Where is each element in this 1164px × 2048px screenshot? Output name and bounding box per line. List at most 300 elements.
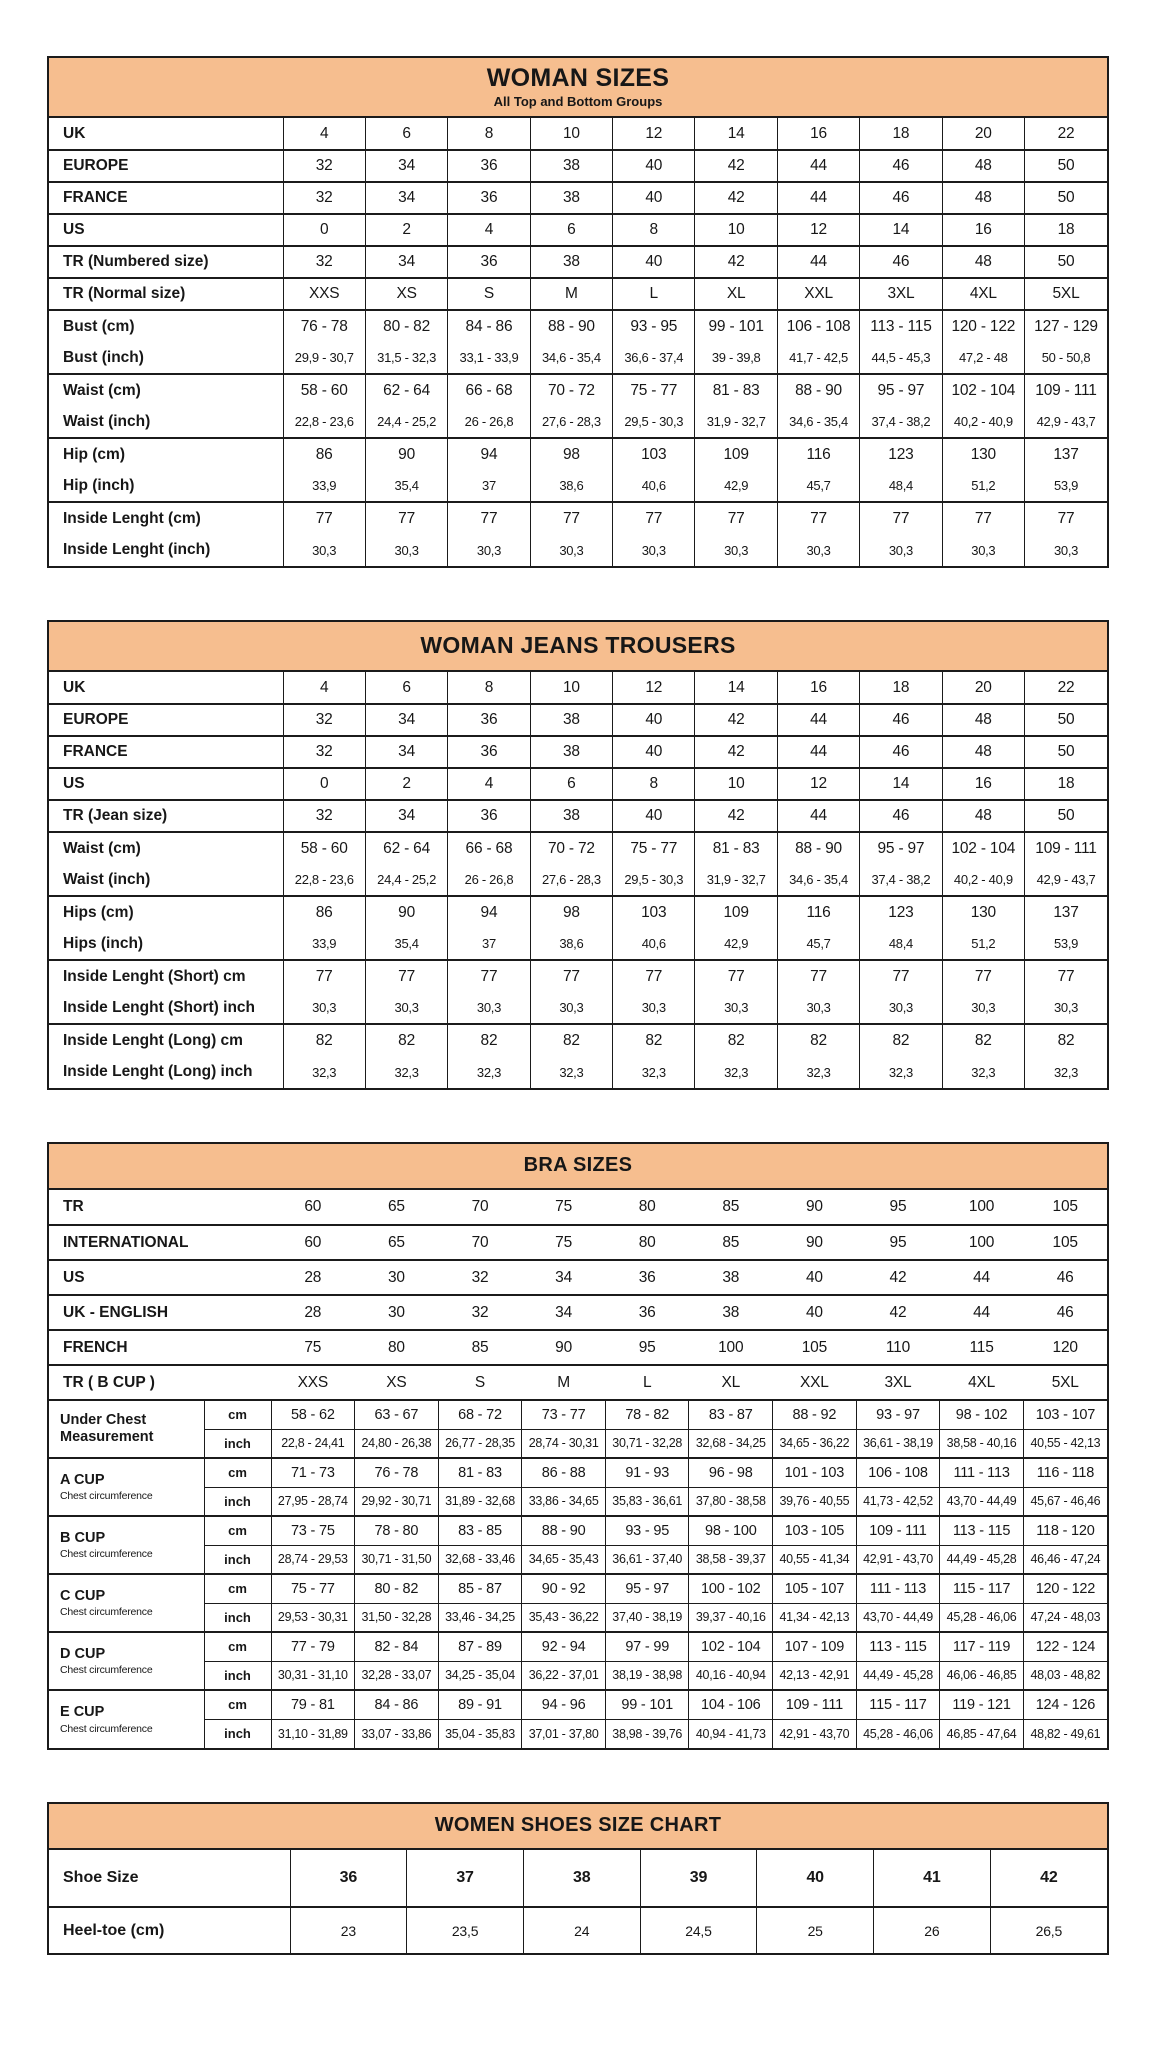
unit-label: inch <box>204 1545 271 1574</box>
woman-sizes-section <box>47 56 1109 568</box>
size-cell: 32,68 - 34,25 <box>689 1429 773 1458</box>
size-cell: 103 <box>613 896 695 928</box>
size-cell: 88 - 92 <box>773 1400 857 1429</box>
table-row <box>49 1024 1107 1056</box>
size-cell: L <box>613 278 695 310</box>
size-cell: 98 - 102 <box>940 1400 1024 1429</box>
size-cell: 90 - 92 <box>522 1574 606 1603</box>
table-row <box>49 310 1107 342</box>
size-cell: 82 <box>695 1024 777 1056</box>
row-label: Inside Lenght (inch) <box>63 541 211 558</box>
size-cell: M <box>557 1373 570 1391</box>
size-cell: 42 <box>990 1850 1107 1907</box>
size-cell: 35,04 - 35,83 <box>438 1719 522 1748</box>
size-cell: 36,61 - 37,40 <box>605 1545 689 1574</box>
size-cell: 29,5 - 30,3 <box>613 864 695 896</box>
size-cell: 30,3 <box>283 534 365 566</box>
row-label: Heel-toe (cm) <box>63 1921 165 1939</box>
size-cell: 103 - 107 <box>1023 1400 1107 1429</box>
size-cell: 45,67 - 46,46 <box>1023 1487 1107 1516</box>
size-cell: 30,3 <box>1025 992 1107 1024</box>
table-row <box>49 278 1107 310</box>
size-cell: 39 <box>640 1850 757 1907</box>
size-cell: 30,3 <box>530 534 612 566</box>
size-cell: 77 <box>613 502 695 534</box>
size-cell: 38,98 - 39,76 <box>605 1719 689 1748</box>
row-group-label: B CUP Chest circumference <box>60 1529 153 1561</box>
size-cell: 73 - 75 <box>271 1516 355 1545</box>
table-row <box>49 534 1107 566</box>
size-cell: 46 <box>860 800 942 832</box>
size-cell: 10 <box>695 768 777 800</box>
size-cell: 107 - 109 <box>773 1632 857 1661</box>
size-cell: 16 <box>777 118 859 150</box>
size-cell: 32 <box>471 1268 489 1286</box>
size-cell: 37,80 - 38,58 <box>689 1487 773 1516</box>
size-cell: 30,3 <box>695 534 777 566</box>
size-cell: 111 - 113 <box>856 1574 940 1603</box>
size-cell: 76 - 78 <box>355 1458 439 1487</box>
row-label: UK - ENGLISH <box>63 1303 169 1321</box>
size-cell: 38 <box>530 150 612 182</box>
unit-label: cm <box>204 1516 271 1545</box>
size-cell: 77 <box>942 502 1024 534</box>
row-label: Inside Lenght (cm) <box>63 509 201 527</box>
size-cell: 122 - 124 <box>1023 1632 1107 1661</box>
size-cell: 16 <box>942 214 1024 246</box>
unit-label: inch <box>204 1719 271 1748</box>
table-row <box>49 1429 1107 1458</box>
size-cell: 98 <box>530 896 612 928</box>
size-cell: 75 <box>555 1198 573 1215</box>
size-cell: 30,3 <box>530 992 612 1024</box>
size-cell: 75 - 77 <box>271 1574 355 1603</box>
size-cell: 28 <box>304 1303 322 1321</box>
size-cell: 70 - 72 <box>530 832 612 864</box>
size-cell: 8 <box>448 672 530 704</box>
size-cell: XS <box>365 278 447 310</box>
size-cell: 4 <box>283 118 365 150</box>
size-cell: 4 <box>283 672 365 704</box>
size-cell: 34 <box>555 1303 573 1321</box>
size-cell: 80 <box>638 1198 656 1215</box>
size-cell: 22,8 - 24,41 <box>271 1429 355 1458</box>
size-cell: 18 <box>860 672 942 704</box>
size-cell: 44,5 - 45,3 <box>860 342 942 374</box>
size-cell: 102 - 104 <box>689 1632 773 1661</box>
size-cell: 37 <box>448 928 530 960</box>
size-cell: 83 - 87 <box>689 1400 773 1429</box>
size-cell: 90 <box>555 1338 573 1356</box>
table-row <box>49 1632 1107 1661</box>
size-cell: 30,3 <box>365 992 447 1024</box>
size-cell: 77 <box>530 502 612 534</box>
size-cell: 82 <box>365 1024 447 1056</box>
size-cell: 85 - 87 <box>438 1574 522 1603</box>
size-cell: 115 - 117 <box>940 1574 1024 1603</box>
size-cell: 60 <box>304 1198 322 1215</box>
size-cell: 36 <box>448 736 530 768</box>
table-row <box>49 992 1107 1024</box>
size-cell: 118 - 120 <box>1023 1516 1107 1545</box>
size-cell: 115 <box>969 1338 994 1356</box>
size-cell: 5XL <box>1051 1373 1079 1391</box>
size-cell: 4XL <box>942 278 1024 310</box>
size-cell: 46 <box>860 246 942 278</box>
size-cell: 120 - 122 <box>942 310 1024 342</box>
size-cell: 44 <box>777 704 859 736</box>
size-cell: 35,83 - 36,61 <box>605 1487 689 1516</box>
size-cell: 82 <box>613 1024 695 1056</box>
size-cell: 34,25 - 35,04 <box>438 1661 522 1690</box>
size-cell: 32,3 <box>942 1056 1024 1088</box>
table-row <box>49 1690 1107 1719</box>
size-cell: 26 - 26,8 <box>448 864 530 896</box>
size-cell: 22,8 - 23,6 <box>283 406 365 438</box>
size-cell: 42,91 - 43,70 <box>856 1545 940 1574</box>
size-cell: 29,5 - 30,3 <box>613 406 695 438</box>
size-cell: 75 <box>304 1338 322 1356</box>
size-cell: 120 - 122 <box>1023 1574 1107 1603</box>
size-cell: 124 - 126 <box>1023 1690 1107 1719</box>
row-label: Hips (cm) <box>63 903 134 921</box>
size-cell: 30,3 <box>448 992 530 1024</box>
size-cell: 102 - 104 <box>942 374 1024 406</box>
size-cell: 77 <box>365 960 447 992</box>
row-label: FRANCE <box>63 189 128 206</box>
size-cell: 113 - 115 <box>940 1516 1024 1545</box>
size-cell: 85 <box>722 1233 740 1251</box>
size-cell: 32,68 - 33,46 <box>438 1545 522 1574</box>
size-cell: 70 <box>471 1233 489 1251</box>
size-cell: 77 <box>530 960 612 992</box>
size-cell: 40 <box>613 150 695 182</box>
size-cell: 24,80 - 26,38 <box>355 1429 439 1458</box>
row-label: Shoe Size <box>63 1869 139 1886</box>
size-cell: 48 <box>942 736 1024 768</box>
size-cell: 2 <box>365 768 447 800</box>
size-cell: 44,49 - 45,28 <box>856 1661 940 1690</box>
size-cell: 116 - 118 <box>1023 1458 1107 1487</box>
size-cell: 38 <box>530 182 612 214</box>
size-cell: 73 - 77 <box>522 1400 606 1429</box>
size-cell: 41,7 - 42,5 <box>777 342 859 374</box>
size-cell: 34,6 - 35,4 <box>777 864 859 896</box>
size-cell: M <box>530 278 612 310</box>
size-cell: 26,5 <box>990 1907 1107 1953</box>
size-cell: 32 <box>283 736 365 768</box>
size-cell: 75 - 77 <box>613 832 695 864</box>
size-cell: 42,13 - 42,91 <box>773 1661 857 1690</box>
bra-sizes-table <box>49 1190 1107 1748</box>
row-label: Waist (cm) <box>63 839 141 857</box>
size-cell: 109 - 111 <box>1025 374 1107 406</box>
size-cell: 109 - 111 <box>1025 832 1107 864</box>
size-cell: 116 <box>777 438 859 470</box>
size-cell: 44 <box>973 1303 990 1321</box>
size-cell: 37,4 - 38,2 <box>860 864 942 896</box>
size-cell: 4 <box>448 768 530 800</box>
size-cell: 81 - 83 <box>695 832 777 864</box>
table-row <box>49 1545 1107 1574</box>
row-label: TR (Jean size) <box>63 807 168 824</box>
size-cell: 50 <box>1025 704 1107 736</box>
size-cell: 42,91 - 43,70 <box>773 1719 857 1748</box>
size-cell: 26 <box>874 1907 991 1953</box>
table-row <box>49 150 1107 182</box>
table-row <box>49 1907 1107 1953</box>
size-cell: 95 - 97 <box>860 374 942 406</box>
size-cell: 32 <box>283 150 365 182</box>
size-cell: 95 <box>889 1233 907 1251</box>
size-cell: 77 <box>777 960 859 992</box>
size-cell: 40 <box>613 182 695 214</box>
size-cell: 77 <box>695 502 777 534</box>
size-cell: 81 - 83 <box>438 1458 522 1487</box>
size-cell: 30,3 <box>613 992 695 1024</box>
size-cell: 116 <box>777 896 859 928</box>
size-cell: 33,9 <box>283 470 365 502</box>
size-cell: 85 <box>471 1338 489 1356</box>
size-cell: 53,9 <box>1025 470 1107 502</box>
size-cell: 40,6 <box>613 470 695 502</box>
size-cell: 82 <box>530 1024 612 1056</box>
size-cell: 42 <box>889 1303 907 1321</box>
size-cell: 39,76 - 40,55 <box>773 1487 857 1516</box>
row-label: Inside Lenght (Long) inch <box>63 1063 253 1080</box>
size-cell: 46 <box>860 704 942 736</box>
size-cell: 45,7 <box>777 928 859 960</box>
size-cell: 77 <box>283 960 365 992</box>
size-cell: 127 - 129 <box>1025 310 1107 342</box>
size-cell: 40 <box>757 1850 874 1907</box>
size-cell: 99 - 101 <box>605 1690 689 1719</box>
unit-label: cm <box>204 1632 271 1661</box>
size-cell: S <box>448 278 530 310</box>
woman-jeans-title: WOMAN JEANS TROUSERS <box>420 632 736 658</box>
size-cell: 40 <box>805 1303 823 1321</box>
size-cell: 48 <box>942 704 1024 736</box>
size-cell: 77 <box>1025 960 1107 992</box>
size-cell: 32,3 <box>283 1056 365 1088</box>
size-cell: 102 - 104 <box>942 832 1024 864</box>
table-row <box>49 1574 1107 1603</box>
size-cell: 137 <box>1025 896 1107 928</box>
size-cell: 95 <box>638 1338 656 1356</box>
size-cell: 39 - 39,8 <box>695 342 777 374</box>
size-cell: 39,37 - 40,16 <box>689 1603 773 1632</box>
size-cell: 40 <box>613 246 695 278</box>
size-cell: 6 <box>365 118 447 150</box>
size-cell: 46 <box>1056 1303 1074 1321</box>
size-cell: 123 <box>860 896 942 928</box>
table-row <box>49 960 1107 992</box>
size-cell: 34 <box>365 182 447 214</box>
unit-label: inch <box>204 1661 271 1690</box>
size-cell: 70 - 72 <box>530 374 612 406</box>
table-row <box>49 214 1107 246</box>
size-cell: 106 - 108 <box>777 310 859 342</box>
size-cell: 37,01 - 37,80 <box>522 1719 606 1748</box>
size-cell: 43,70 - 44,49 <box>940 1487 1024 1516</box>
row-group-label: E CUP Chest circumference <box>60 1704 153 1735</box>
size-cell: 46 <box>1056 1268 1074 1286</box>
row-label: Waist (inch) <box>63 412 151 430</box>
size-cell: 30,3 <box>448 534 530 566</box>
size-cell: 80 <box>638 1233 656 1251</box>
size-cell: 30,71 - 32,28 <box>605 1429 689 1458</box>
table-row <box>49 246 1107 278</box>
row-label: EUROPE <box>63 157 129 174</box>
size-cell: 105 <box>801 1338 827 1356</box>
size-cell: 24,5 <box>640 1907 757 1953</box>
size-cell: 32,3 <box>1025 1056 1107 1088</box>
size-cell: 30,3 <box>942 992 1024 1024</box>
size-cell: 42 <box>695 704 777 736</box>
unit-label: cm <box>204 1400 271 1429</box>
table-row <box>49 800 1107 832</box>
size-cell: 32 <box>283 704 365 736</box>
size-cell: 93 - 95 <box>605 1516 689 1545</box>
size-cell: 32,3 <box>365 1056 447 1088</box>
table-row <box>49 1365 1107 1400</box>
row-label: TR <box>63 1198 84 1215</box>
table-row <box>49 704 1107 736</box>
table-row <box>49 832 1107 864</box>
table-row <box>49 374 1107 406</box>
size-cell: 111 - 113 <box>940 1458 1024 1487</box>
size-cell: 103 - 105 <box>773 1516 857 1545</box>
size-cell: 100 - 102 <box>689 1574 773 1603</box>
size-cell: 93 - 97 <box>856 1400 940 1429</box>
size-cell: 47,2 - 48 <box>942 342 1024 374</box>
size-cell: 38,58 - 40,16 <box>940 1429 1024 1458</box>
size-cell: 44 <box>973 1268 990 1286</box>
size-cell: 42,9 <box>695 928 777 960</box>
size-cell: 38 <box>530 736 612 768</box>
size-cell: 88 - 90 <box>777 832 859 864</box>
size-cell: 29,92 - 30,71 <box>355 1487 439 1516</box>
size-cell: 77 <box>365 502 447 534</box>
size-cell: 50 - 50,8 <box>1025 342 1107 374</box>
size-cell: 45,28 - 46,06 <box>940 1603 1024 1632</box>
size-cell: 32,3 <box>613 1056 695 1088</box>
size-cell: 4XL <box>968 1373 996 1391</box>
size-cell: 95 <box>889 1198 907 1215</box>
size-cell: 38,19 - 38,98 <box>605 1661 689 1690</box>
size-cell: 40,16 - 40,94 <box>689 1661 773 1690</box>
size-cell: 6 <box>530 768 612 800</box>
size-cell: 77 - 79 <box>271 1632 355 1661</box>
table-row <box>49 502 1107 534</box>
size-cell: XXS <box>283 278 365 310</box>
table-row <box>49 182 1107 214</box>
size-cell: 48 <box>942 800 1024 832</box>
bra-sizes-header <box>49 1144 1107 1190</box>
size-cell: 30,3 <box>777 534 859 566</box>
size-cell: 98 <box>530 438 612 470</box>
size-cell: 86 <box>283 896 365 928</box>
row-group-label: A CUP Chest circumference <box>60 1471 153 1503</box>
size-cell: 47,24 - 48,03 <box>1023 1603 1107 1632</box>
size-cell: 66 - 68 <box>448 374 530 406</box>
size-cell: 42 <box>695 150 777 182</box>
size-cell: 105 - 107 <box>773 1574 857 1603</box>
size-cell: 50 <box>1025 182 1107 214</box>
size-cell: 36,6 - 37,4 <box>613 342 695 374</box>
size-cell: 104 - 106 <box>689 1690 773 1719</box>
size-cell: 33,9 <box>283 928 365 960</box>
size-cell: 24,4 - 25,2 <box>365 406 447 438</box>
size-cell: 50 <box>1025 150 1107 182</box>
row-label: Hip (inch) <box>63 476 135 494</box>
table-row <box>49 118 1107 150</box>
table-row <box>49 1516 1107 1545</box>
woman-sizes-table <box>49 118 1107 566</box>
size-cell: 82 <box>448 1024 530 1056</box>
size-cell: 25 <box>757 1907 874 1953</box>
size-cell: 14 <box>860 768 942 800</box>
women-shoes-title: WOMEN SHOES SIZE CHART <box>434 1814 722 1836</box>
size-cell: 30,3 <box>1025 534 1107 566</box>
size-cell: 32,3 <box>695 1056 777 1088</box>
size-cell: 35,4 <box>365 470 447 502</box>
size-cell: 82 <box>1025 1024 1107 1056</box>
size-cell: 119 - 121 <box>940 1690 1024 1719</box>
size-cell: 46,46 - 47,24 <box>1023 1545 1107 1574</box>
size-cell: 42 <box>695 736 777 768</box>
size-cell: 77 <box>777 502 859 534</box>
size-cell: 34,6 - 35,4 <box>777 406 859 438</box>
size-cell: 53,9 <box>1025 928 1107 960</box>
size-cell: 35,4 <box>365 928 447 960</box>
size-cell: 37 <box>407 1850 524 1907</box>
size-cell: 0 <box>283 768 365 800</box>
size-cell: 27,6 - 28,3 <box>530 864 612 896</box>
size-cell: 38,6 <box>530 928 612 960</box>
size-cell: 32,28 - 33,07 <box>355 1661 439 1690</box>
size-cell: 48 <box>942 246 1024 278</box>
size-cell: XL <box>721 1373 741 1391</box>
size-cell: 31,50 - 32,28 <box>355 1603 439 1632</box>
woman-jeans-header <box>49 622 1107 672</box>
row-label: TR (Numbered size) <box>63 253 209 270</box>
size-cell: 81 - 83 <box>695 374 777 406</box>
size-cell: 30,3 <box>860 534 942 566</box>
size-cell: 94 <box>448 896 530 928</box>
size-cell: 18 <box>1025 214 1107 246</box>
size-cell: 27,95 - 28,74 <box>271 1487 355 1516</box>
size-cell: 77 <box>448 960 530 992</box>
size-cell: 105 <box>1052 1198 1078 1215</box>
size-cell: 100 <box>968 1198 995 1215</box>
size-cell: 65 <box>387 1233 405 1251</box>
size-cell: 12 <box>613 118 695 150</box>
size-cell: 6 <box>530 214 612 246</box>
size-cell: 76 - 78 <box>283 310 365 342</box>
size-cell: 36 <box>448 182 530 214</box>
size-cell: 48,82 - 49,61 <box>1023 1719 1107 1748</box>
table-row <box>49 438 1107 470</box>
size-cell: 30,3 <box>695 992 777 1024</box>
size-cell: 16 <box>777 672 859 704</box>
size-cell: 42 <box>695 182 777 214</box>
size-cell: 117 - 119 <box>940 1632 1024 1661</box>
size-cell: 40 <box>613 704 695 736</box>
size-cell: 84 - 86 <box>355 1690 439 1719</box>
size-cell: 30,3 <box>942 534 1024 566</box>
size-cell: 51,2 <box>942 928 1024 960</box>
